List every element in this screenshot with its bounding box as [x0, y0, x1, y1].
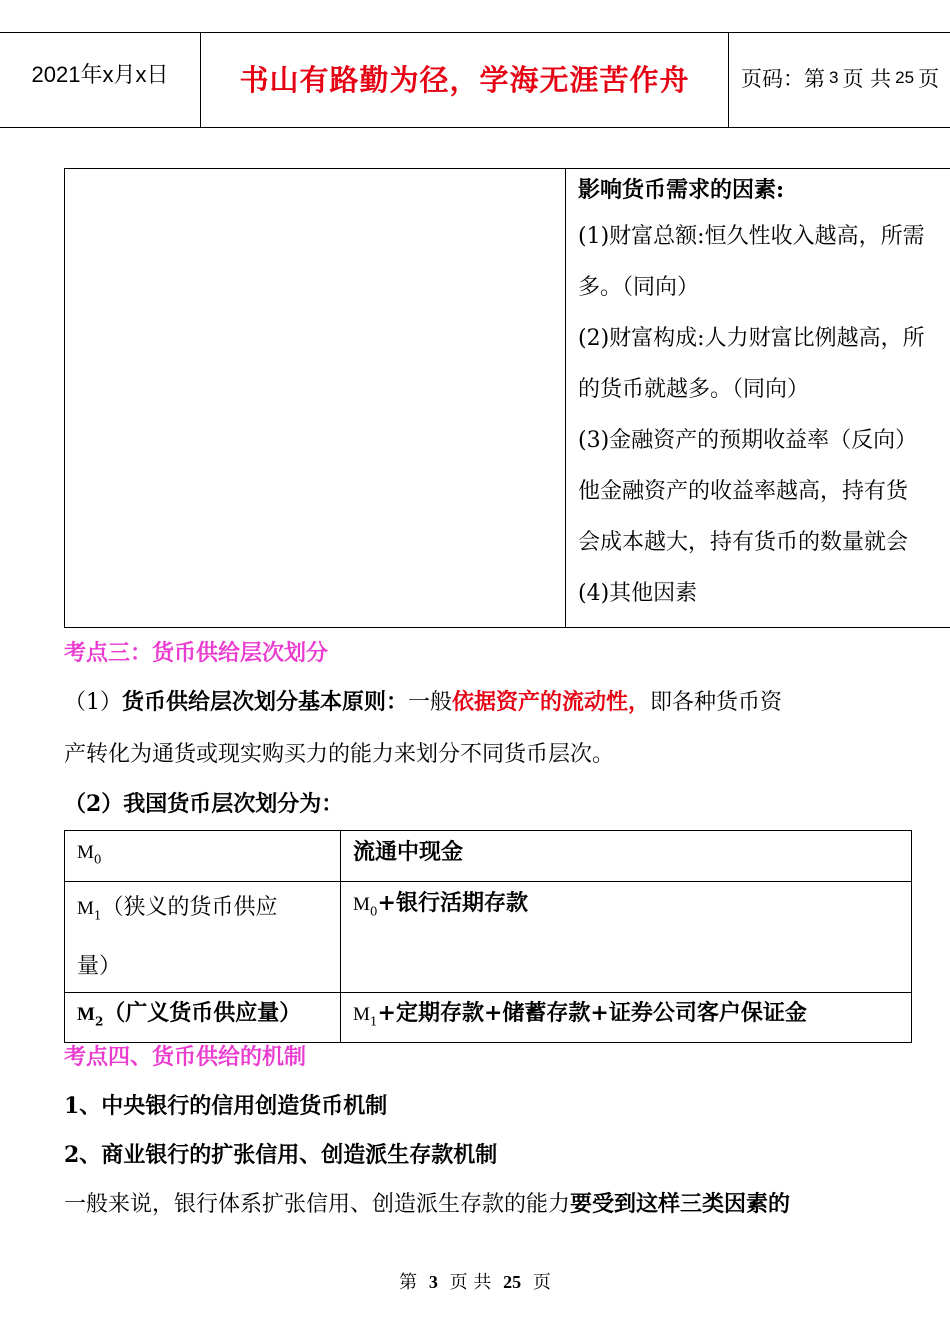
section4-paragraph-plain: 一般来说，银行体系扩张信用、创造派生存款的能力	[64, 1192, 571, 1217]
empty-left-cell	[65, 169, 566, 627]
footer-page-number: 3	[428, 1272, 438, 1292]
page-footer	[0, 1268, 950, 1294]
section4-paragraph-bold: 要受到这样三类因素的	[570, 1191, 791, 1217]
section4-item2: 2、商业银行的扩张信用、创造派生存款机制	[64, 1142, 498, 1168]
section3-paragraph1-line2: 产转化为通货或现实购买力的能力来划分不同货币层次。	[64, 742, 615, 767]
header-page-total: 25	[895, 68, 915, 87]
level-cell: $M_0$	[65, 831, 341, 882]
p1-bold: 货币供给层次划分基本原则：	[122, 689, 409, 715]
page-header	[0, 32, 950, 128]
footer-post: 页	[532, 1272, 551, 1293]
factors-line: 多。（同向）	[578, 275, 700, 300]
p1-plain: 一般	[408, 690, 453, 715]
header-motto: 书山有路勤为径，学海无涯苦作舟	[201, 33, 729, 127]
factors-line: 的货币就越多。（同向）	[578, 377, 810, 402]
money-demand-factors-table	[64, 168, 950, 628]
section3-paragraph1	[64, 685, 782, 716]
header-page-mid: 页 共	[842, 67, 892, 91]
header-date: 2021年x月x日	[0, 33, 201, 127]
factors-line: (3)金融资产的预期收益率（反向）	[578, 428, 918, 453]
factors-line: (1)财富总额:恒久性收入越高，所需	[578, 224, 925, 249]
table-row	[65, 882, 912, 993]
section3-paragraph2: （2）我国货币层次划分为：	[64, 791, 344, 817]
header-page-info	[729, 33, 950, 127]
section3-heading: 考点三：货币供给层次划分	[64, 640, 329, 666]
factors-line: (4)其他因素	[578, 581, 698, 606]
footer-pre: 第	[399, 1272, 418, 1293]
table-row	[65, 831, 912, 882]
footer-page-total: 25	[503, 1272, 522, 1292]
header-page-label: 页码：第	[741, 67, 825, 91]
level-cell: $M_1$（狭义的货币供应 量）	[65, 882, 341, 993]
factors-line: (2)财富构成:人力财富比例越高，所	[578, 326, 925, 351]
factors-line: 会成本越大，持有货币的数量就会	[578, 530, 909, 555]
level-cell: $M_2$（广义货币供应量）	[65, 993, 341, 1042]
p1-tail: 即各种货币资	[650, 690, 783, 715]
definition-cell: 流通中现金	[341, 831, 912, 882]
definition-cell: $M_0+$银行活期存款	[341, 882, 912, 993]
section4-heading: 考点四、货币供给的机制	[64, 1044, 307, 1070]
p1-prefix: （1）	[64, 690, 122, 715]
factors-line: 他金融资产的收益率越高，持有货	[578, 479, 909, 504]
header-page-end: 页	[918, 67, 940, 91]
footer-mid: 页 共	[449, 1272, 492, 1293]
section4-paragraph	[64, 1187, 790, 1218]
money-level-table	[64, 830, 912, 1043]
definition-cell: $M_1+$定期存款+储蓄存款+证券公司客户保证金	[341, 993, 912, 1042]
factors-title: 影响货币需求的因素:	[578, 177, 785, 203]
factors-cell	[566, 169, 950, 627]
p1-red-emphasis: 依据资产的流动性，	[452, 689, 651, 715]
header-page-number: 3	[829, 68, 839, 87]
table-row	[65, 993, 912, 1042]
section4-item1: 1、中央银行的信用创造货币机制	[64, 1093, 388, 1119]
